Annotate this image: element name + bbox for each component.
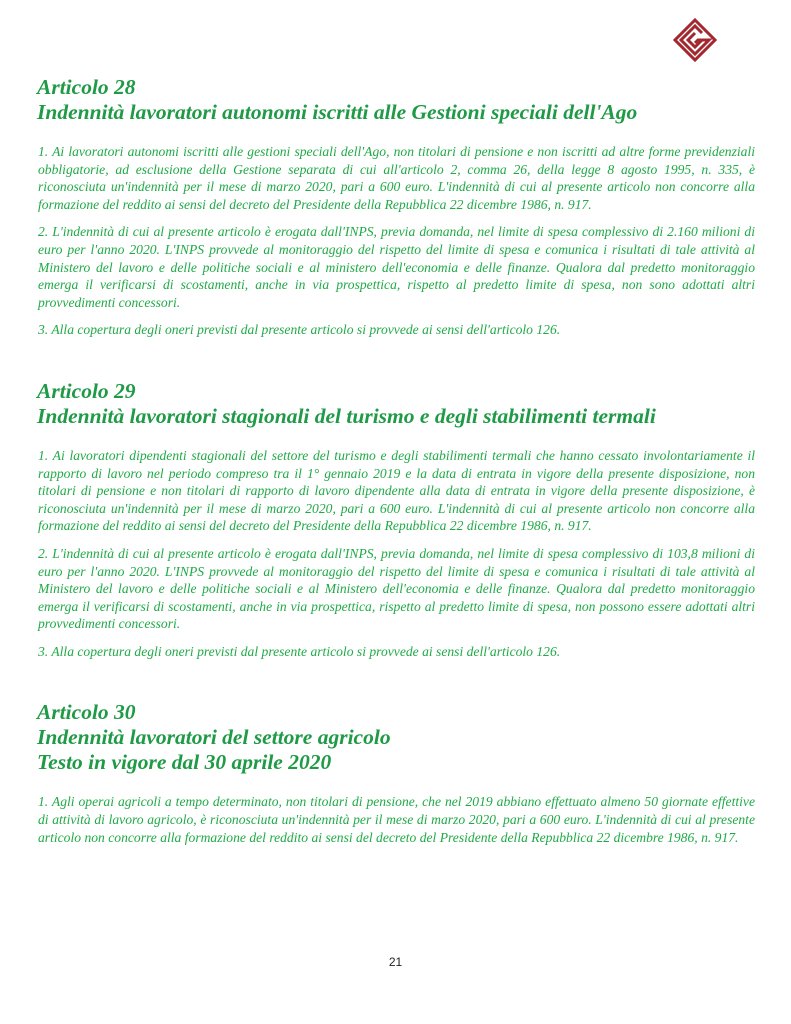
- page-number: 21: [388, 955, 403, 969]
- article-title: Indennità lavoratori del settore agricolo: [37, 725, 391, 750]
- paragraph: 3. Alla copertura degli oneri previsti dal presente articolo si provvede ai sensi dell'articolo 126.: [38, 322, 561, 338]
- article-number: Articolo 30: [37, 700, 136, 725]
- article-subtitle: Testo in vigore dal 30 aprile 2020: [37, 750, 332, 775]
- paragraph: 2. L'indennità di cui al presente articolo è erogata dall'INPS, previa domanda, nel limite di spesa complessivo di 2.160 milioni di euro per l'anno 2020. L'INPS provvede al monitoraggio del rispetto del limite di spesa e comunica i risultati di tale attività al Ministero del lavoro e delle politiche sociali e al ministero dell'economia e delle finanze. Qualora dal predetto monitoraggio emerga il verificarsi di scostamenti, anche in via prospettica, rispetto al predetto limite di spesa, non sono adottati altri provvedimenti concessori.: [38, 224, 755, 310]
- paragraph: 1. Agli operai agricoli a tempo determinato, non titolari di pensione, che nel 2019 abbiano effettuato almeno 50 giornate effettive di attività di lavoro agricolo, è riconosciuta un'indennità per il mese di marzo 2020, pari a 600 euro. L'indennità di cui al presente articolo non concorre alla formazione del reddito ai sensi del decreto del Presidente della Repubblica 22 dicembre 1986, n. 917.: [38, 794, 755, 845]
- article-title: Indennità lavoratori autonomi iscritti alle Gestioni speciali dell'Ago: [37, 100, 638, 124]
- article-28: [37, 75, 755, 339]
- paragraph: 1. Ai lavoratori dipendenti stagionali del settore del turismo e degli stabilimenti termali che hanno cessato involontariamente il rapporto di lavoro nel periodo compreso tra il 1° gennaio 2019 e la data di entrata in vigore della presente disposizione, non titolari di pensione e non titolari di rapporto di lavoro dipendente alla data di entrata in vigore della presente disposizione, è riconosciuta un'indennità per il mese di marzo 2020, pari a 600 euro. L'indennità di cui al presente articolo non concorre alla formazione del reddito ai sensi del decreto del Presidente della Repubblica 22 dicembre 1986, n. 917.: [38, 447, 755, 534]
- article-title: Indennità lavoratori stagionali del turismo e degli stabilimenti termali: [37, 403, 656, 428]
- article-29: [37, 379, 755, 661]
- document-body: [37, 75, 755, 846]
- article-number: Articolo 28: [37, 75, 136, 99]
- paragraph: 3. Alla copertura degli oneri previsti dal presente articolo si provvede ai sensi dell'articolo 126.: [38, 643, 561, 659]
- paragraph: 1. Ai lavoratori autonomi iscritti alle gestioni speciali dell'Ago, non titolari di pensione e non iscritti ad altre forme previdenziali obbligatorie, ad esclusione della Gestione separata di cui all'articolo 2, comma 26, della legge 8 agosto 1995, n. 335, è riconosciuta un'indennità per il mese di marzo 2020, pari a 600 euro. L'indennità di cui al presente articolo non concorre alla formazione del reddito ai sensi del decreto del Presidente della Repubblica 22 dicembre 1986, n. 917.: [38, 144, 755, 212]
- diamond-g-logo-icon: [672, 17, 718, 63]
- article-30: [37, 700, 755, 846]
- article-number: Articolo 29: [37, 378, 136, 403]
- paragraph: 2. L'indennità di cui al presente articolo è erogata dall'INPS, previa domanda, nel limite di spesa complessivo di 103,8 milioni di euro per l'anno 2020. L'INPS provvede al monitoraggio del rispetto del limite di spesa e comunica i risultati di tale attività al Ministero del lavoro e delle politiche sociali e al Ministero dell'economia e delle finanze. Qualora dal predetto monitoraggio emerga il verificarsi di scostamenti, anche in via prospettica, rispetto al predetto limite di spesa, non possono essere adottati altri provvedimenti concessori.: [38, 545, 755, 632]
